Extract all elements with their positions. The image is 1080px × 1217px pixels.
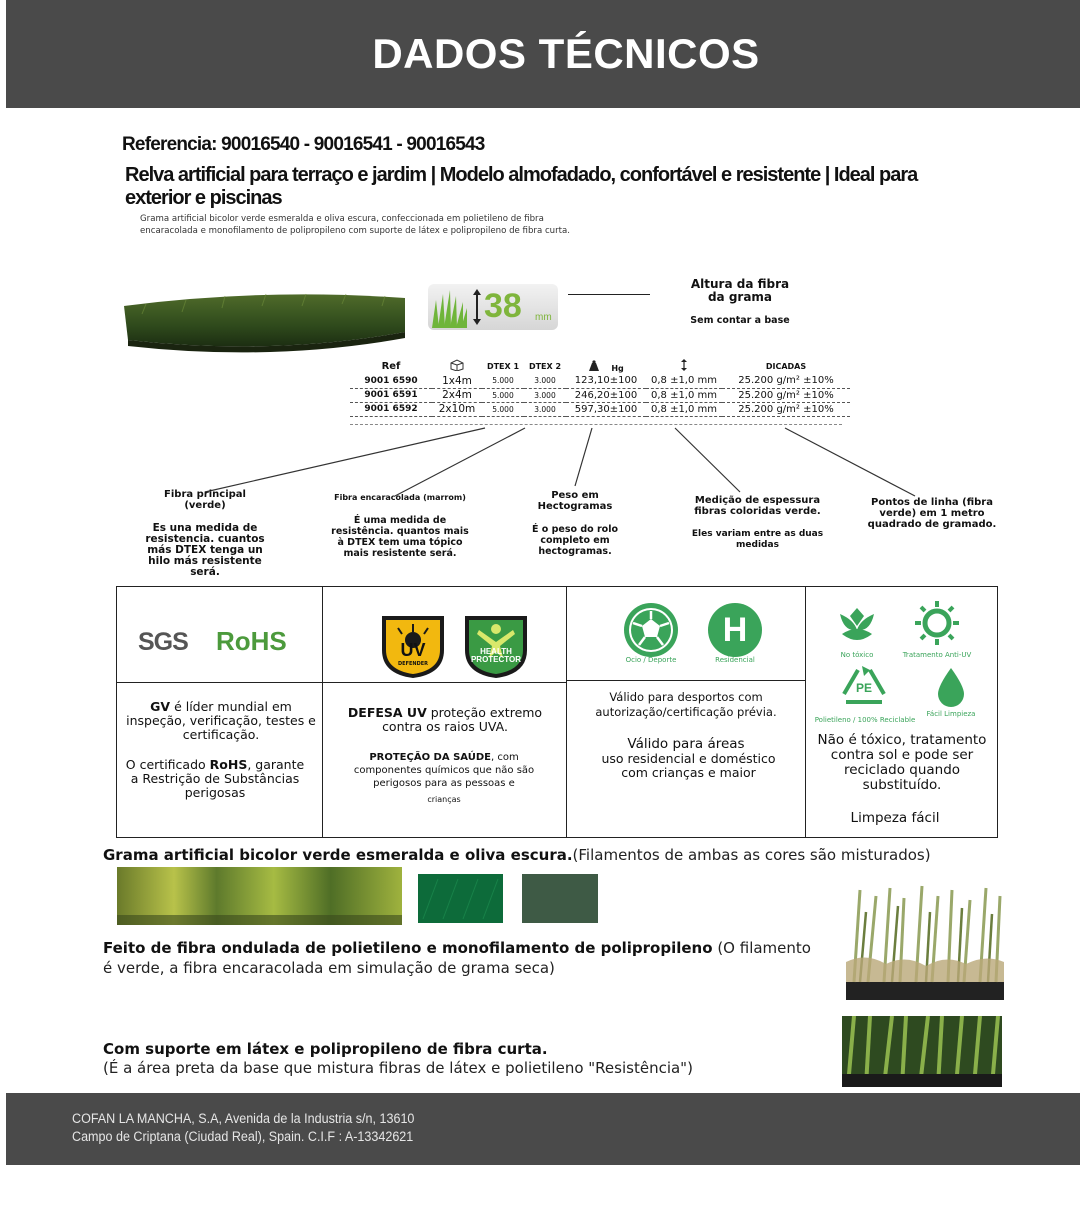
grass-icon [430,288,468,328]
grid-divider [805,586,806,838]
table-row [350,402,850,416]
description-line-2: encaracolada e monofilamento de polipropileno com suporte de látex e polipropileno de fibra curta. [140,226,571,236]
uv-bold: DEFESA UV [347,705,427,720]
cell-dtex1: 5.000 [482,374,524,388]
header-dicadas: DICADAS [765,361,807,371]
uv-badge-subtext: DEFENDER [398,661,428,667]
easy-clean-label: Fácil Limpieza [926,710,976,718]
recycle-label: Polietileno / 100% Reciclable [814,716,916,724]
rohs-pre: O certificado [125,757,210,772]
recycle-pe-text: PE [855,681,872,695]
health-tail: crianças [427,795,461,804]
sgs-bold: GV [150,699,171,714]
health-badge-text [461,648,531,664]
no-toxic-label: No tóxico [840,651,874,659]
cell-ref: 9001 6592 [350,402,432,416]
cell-thickness: 0,8 ±1,0 mm [646,388,722,402]
olive-color-swatch [522,874,598,923]
cell-size: 2x4m [432,388,482,402]
cell-size: 2x10m [432,402,482,416]
health-badge-line1: HEALTH [480,647,512,656]
rohs-description [120,758,310,800]
residential-h-icon: H [708,603,762,657]
callout-pointer-lines [0,420,1080,500]
header-ref: Ref [381,360,401,372]
callout-curly-fiber-body: É uma medida de resistência. quantos mais à DTEX tem uma tópico mais resistente será. [331,515,469,559]
emerald-swatch-texture [418,874,503,923]
weight-icon [588,360,600,371]
spec-table [350,358,850,417]
colors-title-bold: Grama artificial bicolor verde esmeralda e oliva escura. [103,846,573,864]
cell-ref: 9001 6590 [350,374,432,388]
fiber-height-value: 38 [484,287,522,325]
curly-fiber-closeup-image [846,882,1004,1002]
grid-row-divider [566,680,806,681]
table-row [350,374,850,388]
bicolor-turf-image [117,867,402,925]
callout-main-fiber [140,489,270,578]
no-base-label: Sem contar a base [690,315,790,326]
header-dtex2: DTEX 2 [528,361,562,371]
callout-main-fiber-title1: Fibra principal [164,489,246,500]
table-row [350,388,850,402]
spec-table-header-row [350,358,850,374]
callout-thickness-title: Medição de espessura fibras coloridas verde. [694,495,821,517]
thickness-arrow-icon [680,359,688,371]
fiber-height-unit: mm [535,312,552,323]
residential-label: Residencial [715,656,755,664]
rohs-rest: , garante a Restrição de Substâncias perigosas [130,757,305,800]
sports-ball-icon [624,603,678,657]
callout-thickness-body: Eles variam entre as duas medidas [691,529,824,550]
cell-thickness: 0,8 ±1,0 mm [646,374,722,388]
backing-closeup-image [842,1016,1002,1087]
colors-title-rest: (Filamentos de ambas as cores são misturados) [572,846,931,864]
residential-validity-title: Válido para áreas [627,736,745,752]
header-weight [566,358,646,374]
grid-divider [322,586,323,838]
badge-connector-line [568,294,650,295]
cell-dtex2: 3.000 [524,402,566,416]
cell-weight: 597,30±100 [566,402,646,416]
uv-description [340,706,550,734]
health-description [348,751,540,806]
cell-dtex2: 3.000 [524,374,566,388]
easy-clean-drop-icon [934,666,968,708]
grid-divider [566,586,567,838]
fiber-height-label-line2: da grama [707,290,773,304]
fiber-section-text [103,938,823,978]
emerald-color-swatch [418,874,503,923]
backing-section-subtitle: (É a área preta da base que mistura fibras de látex e polietileno "Resistência") [103,1059,693,1077]
health-protector-badge [461,612,531,680]
uv-rest: proteção extremo contra os raios UVA. [382,705,543,734]
cell-ref: 9001 6591 [350,388,432,402]
cell-weight: 246,20±100 [566,388,646,402]
product-title: Relva artificial para terraço e jardim | Modelo almofadado, confortável e resistente | Ideal para exterior e piscinas [125,164,918,209]
cell-dtex1: 5.000 [482,402,524,416]
cell-size: 1x4m [432,374,482,388]
fiber-height-label [660,278,820,304]
sports-validity: Válido para desportos com autorização/certificação prévia. [595,690,777,719]
cell-thickness: 0,8 ±1,0 mm [646,402,722,416]
roll-size-icon [449,359,465,371]
rohs-bold: RoHS [209,757,248,772]
anti-uv-label: Tratamento Anti-UV [902,651,972,659]
header-dtex1: DTEX 1 [486,361,520,371]
fiber-height-label-line1: Altura da fibra [690,277,790,291]
page-title: DADOS TÉCNICOS [372,30,760,77]
callout-weight-title1: Peso em [551,490,599,501]
callout-main-fiber-body: Es una medida de resistencia. cuantos más DTEX tenga un hilo más resistente será. [145,522,265,578]
residential-validity: uso residencial e doméstico com crianças e maior [601,751,776,780]
cell-dtex1: 5.000 [482,388,524,402]
callout-thickness [685,495,830,551]
callout-main-fiber-title2: (verde) [184,500,226,511]
callout-stitches [862,497,1002,530]
cell-weight: 123,10±100 [566,374,646,388]
cell-dtex2: 3.000 [524,388,566,402]
backing-section-title: Com suporte em látex e polipropileno de fibra curta. [103,1040,548,1058]
easy-clean-text: Limpeza fácil [850,810,940,826]
callout-weight-title2: Hectogramas [537,501,613,512]
product-description [140,213,660,237]
no-toxic-flower-icon [834,600,880,646]
sgs-rest: é líder mundial em inspeção, verificação, testes e certificação. [126,699,316,742]
fiber-title-bold: Feito de fibra ondulada de polietileno e monofilamento de polipropileno [103,939,713,957]
header-roll-icon [432,358,482,374]
health-badge-line2: PROTECTOR [470,655,522,664]
sports-label: Ocio / Deporte [625,656,677,664]
cell-density: 25.200 g/m² ±10% [722,388,850,402]
footer-line-1: COFAN LA MANCHA, S.A, Avenida de la Industria s/n, 13610 [72,1111,415,1126]
callout-stitches-title: Pontos de linha (fibra verde) em 1 metro quadrado de gramado. [867,497,997,530]
footer-address [72,1110,414,1146]
reference-line: Referencia: 90016540 - 90016541 - 90016543 [122,134,485,155]
footer-line-2: Campo de Criptana (Ciudad Real), Spain. C.I.F : A-13342621 [72,1129,414,1144]
health-rest: , com componentes químicos que não são perigosos para as pessoas e [353,752,535,789]
cell-density: 25.200 g/m² ±10% [722,402,850,416]
sgs-description [126,700,316,742]
height-arrow-icon [472,288,482,326]
callout-curly-fiber-title: Fibra encaracolada (marrom) [334,493,466,502]
rohs-logo: RoHS [216,626,287,656]
callout-weight [510,490,640,557]
grid-row-divider [116,682,566,683]
header-hg: Hg [611,363,624,373]
health-bold: PROTEÇÃO DA SAÚDE [369,752,491,763]
description-line-1: Grama artificial bicolor verde esmeralda e oliva escura, confeccionada em polietileno de fibra [140,214,544,224]
callout-weight-body: É o peso do rolo completo em hectogramas. [532,524,618,557]
callout-curly-fiber [330,492,470,559]
cell-density: 25.200 g/m² ±10% [722,374,850,388]
fiber-title-rest: (O filamento é verde, a fibra encaracolada em simulação de grama seca) [103,939,811,977]
colors-section-title [103,846,1063,865]
uv-badge-text: UV [400,640,426,660]
turf-sample-image [122,284,407,354]
sgs-logo: SGS [138,628,188,656]
anti-uv-sun-icon [910,600,964,646]
non-toxic-description: Não é tóxico, tratamento contra sol e pode ser reciclado quando substituído. [817,732,987,793]
header-thickness-icon [646,358,722,374]
